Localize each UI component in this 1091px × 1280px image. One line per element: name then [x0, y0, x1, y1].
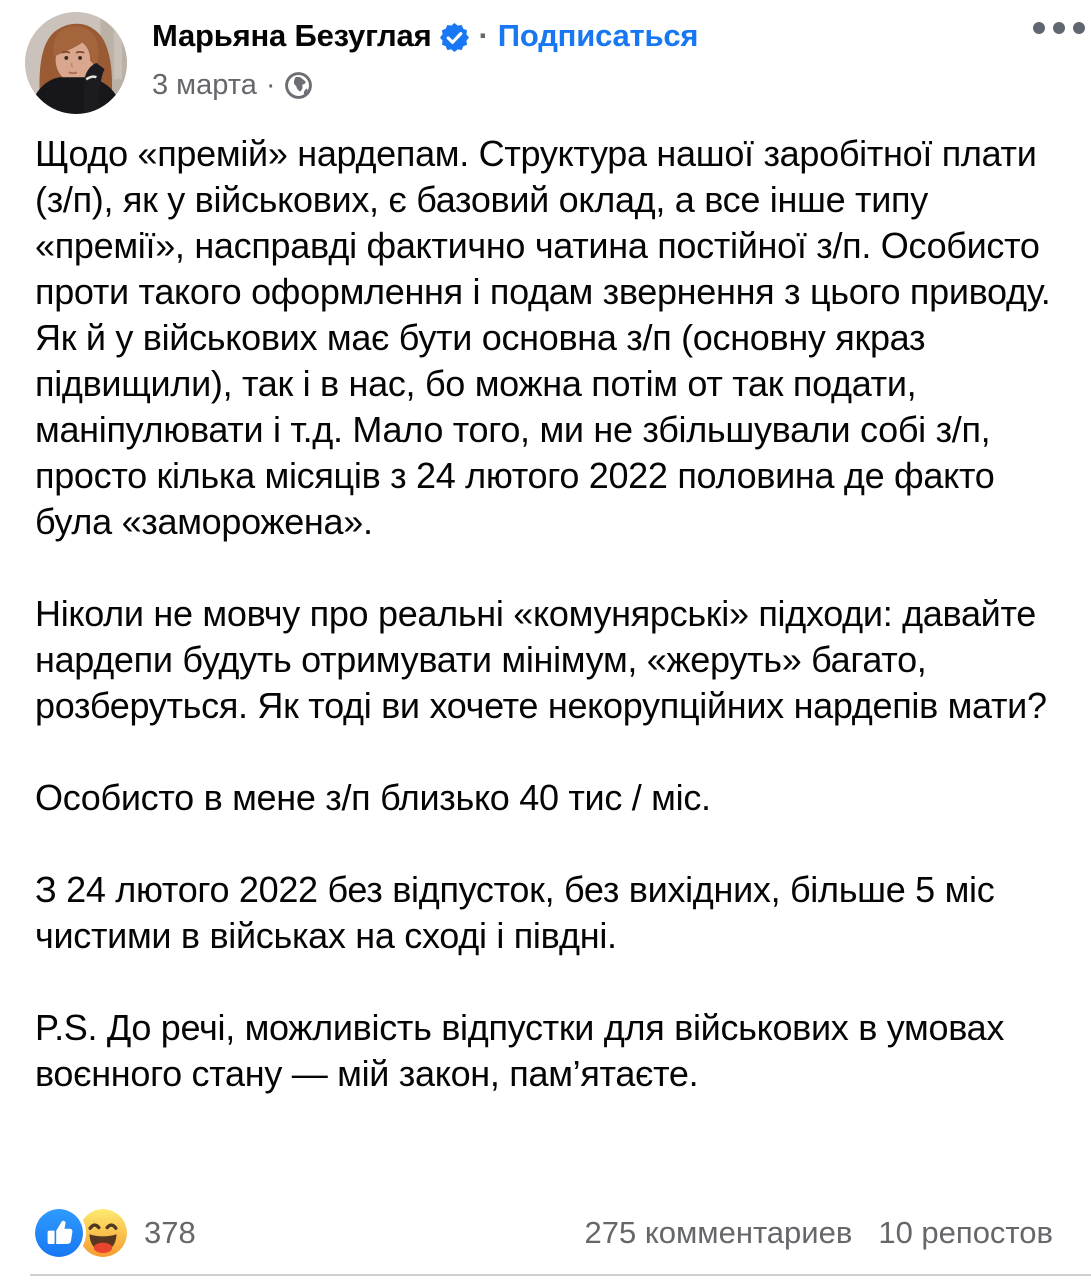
menu-dot	[1033, 22, 1045, 34]
post-footer	[35, 1208, 1053, 1258]
post-menu-button[interactable]	[1027, 16, 1091, 40]
post-paragraph: P.S. До речі, можливість відпустки для військових в умовах воєнного стану — мій закон, пам’ятаєте.	[35, 1007, 1005, 1094]
like-reaction-icon	[32, 1206, 86, 1260]
comments-count[interactable]: 275 комментариев	[584, 1215, 853, 1250]
profile-photo	[25, 12, 127, 114]
menu-dot	[1073, 22, 1085, 34]
name-row	[152, 16, 698, 56]
follow-button[interactable]: Подписаться	[497, 18, 699, 53]
post-date[interactable]: 3 марта	[152, 69, 257, 101]
bottom-divider	[30, 1274, 1091, 1276]
engagement-counts	[584, 1215, 1053, 1251]
verified-badge-icon	[440, 23, 469, 52]
post-paragraph: Ніколи не мовчу про реальні «комунярські» підходи: давайте нардепи будуть отримувати мінімум, «жеруть» багато, розберуться. Як тоді ви хочете некорупційних нардепів мати?	[35, 593, 1047, 726]
reaction-count[interactable]: 378	[144, 1215, 196, 1250]
post-paragraph: Особисто в мене з/п близько 40 тис / міс.	[35, 777, 711, 818]
date-row	[152, 69, 698, 102]
post-header	[25, 12, 1077, 120]
post-paragraph: Щодо «премій» нардепам. Структура нашої заробітної плати (з/п), як у військових, є базовий оклад, а все інше типу «премії», насправді фактично чатина постійної з/п. Особисто проти такого оформлення і подам звернення з цього приводу. Як й у військових має бути основна з/п (основну якраз підвищили), так і в нас, бо можна потім от так подати, маніпулювати і т.д. Мало того, ми не збільшували собі з/п, просто кілька місяців з 24 лютого 2022 половина де факто була «заморожена».	[35, 133, 1051, 542]
author-name[interactable]: Марьяна Безуглая	[152, 18, 432, 53]
reposts-count[interactable]: 10 репостов	[878, 1215, 1053, 1250]
post-text	[35, 131, 1058, 1097]
name-follow-separator: ·	[478, 18, 489, 53]
post-paragraph: З 24 лютого 2022 без відпусток, без вихідних, більше 5 міс чистими в військах на сході і півдні.	[35, 869, 995, 956]
reactions-summary[interactable]	[35, 1206, 196, 1260]
avatar[interactable]	[25, 12, 127, 114]
header-text	[152, 16, 698, 102]
menu-dot	[1053, 22, 1065, 34]
globe-public-icon	[285, 72, 312, 99]
date-separator: ·	[265, 69, 276, 101]
